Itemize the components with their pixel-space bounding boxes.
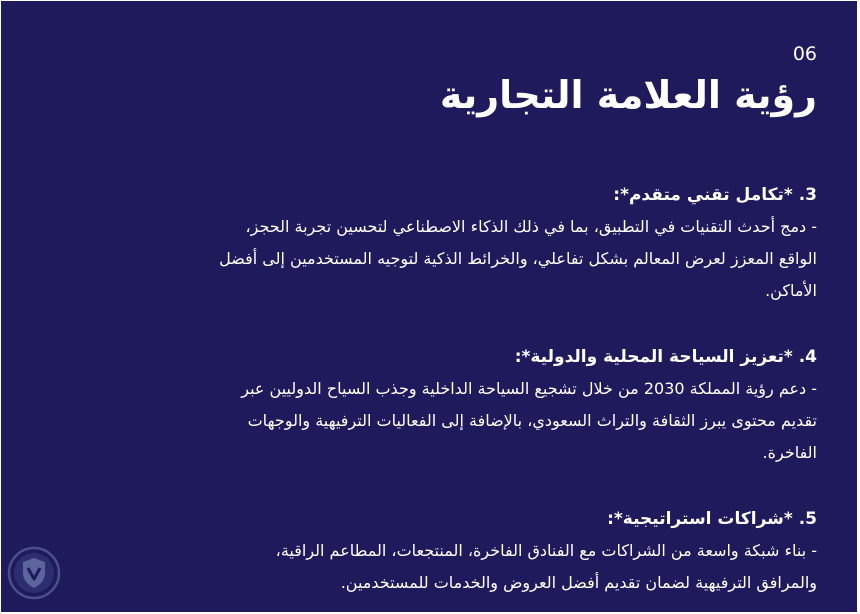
section-line: الفاخرة. [762, 443, 817, 462]
slide-number: 06 [792, 43, 817, 65]
slide-title: رؤية العلامة التجارية [439, 73, 817, 117]
section-line: والمرافق الترفيهية لضمان تقديم أفضل العروض والخدمات للمستخدمين. [340, 573, 817, 592]
section-heading: 4. *تعزيز السياحة المحلية والدولية*: [514, 347, 817, 367]
section-tourism-promotion [169, 341, 817, 469]
section-line: الواقع المعزز لعرض المعالم بشكل تفاعلي، والخرائط الذكية لتوجيه المستخدمين إلى أفضل [219, 249, 817, 268]
section-heading: 5. *شراكات استراتيجية*: [607, 509, 817, 529]
section-line: - بناء شبكة واسعة من الشراكات مع الفنادق الفاخرة، المنتجعات، المطاعم الراقية، [275, 541, 817, 560]
section-line: تقديم محتوى يبرز الثقافة والتراث السعودي، بالإضافة إلى الفعاليات الترفيهية والوجهات [247, 411, 817, 430]
section-line: الأماكن. [765, 281, 817, 300]
section-strategic-partnerships [169, 503, 817, 599]
section-line: - دعم رؤية المملكة 2030 من خلال تشجيع السياحة الداخلية وجذب السياح الدوليين عبر [241, 379, 817, 398]
slide-content [169, 179, 817, 612]
section-line: - دمج أحدث التقنيات في التطبيق، بما في ذلك الذكاء الاصطناعي لتحسين تجربة الحجز، [245, 217, 817, 236]
shield-logo-icon [7, 546, 61, 600]
slide [1, 1, 857, 612]
section-technical-integration [169, 179, 817, 307]
section-heading: 3. *تكامل تقني متقدم*: [613, 185, 817, 205]
